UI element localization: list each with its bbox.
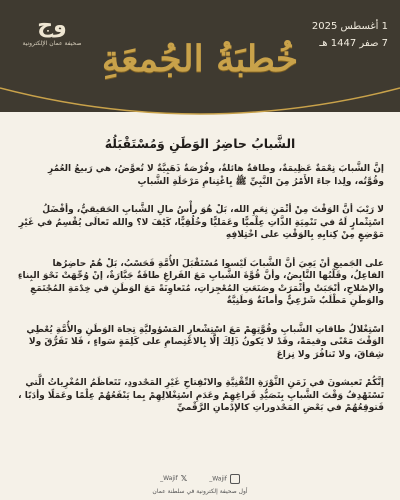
x-handle: Wajif_ [160,475,178,482]
date-hijri: 7 صفر 1447 هـ [319,38,388,49]
paragraph: إنَّكُمْ تَعيشونَ في زَمَنِ الثَّوْرَةِ التِّقْنِيَّةِ والانْفِتاحِ غَيْرِ المَحْدودِ، تَتَعاظَمُ المُغْرِياتُ الَّتي تَسْتَهْدِفُ وَقْتَ الشَّبابِ بِتَصَيُّدِ فَراغِهِمْ وعَدَمِ اسْتِغْلالِهِمْ بِما يَنْفَعُهُمْ عِلْمًا وعَمَلًا وأدَبًا ، فَتوقِعُهُمْ في بَعْضِ المَحْذوراتِ كالإدْمانِ الرَّقْميِّ [18,378,384,413]
date-gregorian: 1 أغسطس 2025 [311,21,388,32]
logo-subtitle: صحيفة عمان الإلكترونية [22,40,82,47]
paragraph: اسْتِغْلالُ طاقاتِ الشَّبابِ وقُوَّتِهِمْ مَعَ اسْتِشْعارِ المَسْؤوليَّةِ تِجاهَ الوَطَنِ والأُمَّةِ يُعْطِي الوَقْتَ مَعْنًى وقيمَةً، وقَدْ لا يَكونُ ذَلِكَ إلَّا بِالاعْتِصامِ على كَلِمَةٍ سَواءٍ ، فَلا تَفَرُّقَ ولا شِقاقَ، ولا تَنافُرَ ولا نِزاعَ [26,324,384,360]
footer [0,470,400,500]
logo-mark: وج [37,13,67,38]
paragraph: لا رَيْبَ أنَّ الوَقْتَ مِنْ أثْمَنِ نِعَمِ الله، بَلْ هُوَ رأْسُ مالِ الشَّبابِ الحَقيقيُّ، وأفْضَلُ اسْتِثْمارٍ لَهُ في تَنْمِيَةِ الذَّاتِ عِلْميًّا وعَمَليًّا وخُلُقِيًّا، كَيْفَ لا؟ والله تَعالَى يُقْسِمُ في غَيْرِ مَوْضِعٍ مِنْ كِتابِهِ بِالوَقْتِ على اخْتِلافِهِ [18,205,384,240]
footer-tagline: أول صحيفة إلكترونية في سلطنة عمان [152,488,248,495]
paragraph: إنَّ الشَّبابَ نِعْمَةٌ عَظِيمَةٌ، وطاقةٌ هائلةٌ، وفُرْصَةٌ ذَهَبِيَّةٌ لا تُعوَّضُ، هي رَبيعُ العُمُرِ وقُوَّتُه، ولِذا جاءَ الأَمْرُ مِنَ النَّبِيِّ ﷺ بِاغْتِنامِ مَرْحَلَةِ الشَّبابِ [47,164,384,187]
instagram-handle: Wajif_ [209,475,227,483]
x-icon: 𝕏 [180,474,188,483]
paragraph: على الجَميعِ أنْ يَعِيَ أنَّ الشَّبابَ لَيْسوا مُسْتَقْبَلَ الأُمَّةِ فَحَسْبُ، بَلْ هُمْ حاضِرُها الفاعِلُ، وقَلْبُها النَّابِضُ، وأنَّ قُوَّةَ الشَّبابِ مَعَ الفَراغِ طاقَةٌ جَبَّارَةٌ، إنْ وُجِّهَتْ نَحْوَ البِناءِ والإصْلاحِ، أنْجَبَتْ وأثْمَرَتْ وصَنَعَتِ المُعْجِزاتِ، مُتَعاوِنَةً مَعَ الوَطَنِ في خِدْمَةِ المُجْتَمَعِ والوَطَنِ مَطْلَبٌ شَرْعِيٌّ وأمانَةٌ وَطَنِيَّةٌ [17,258,384,306]
social-links [0,474,400,484]
instagram-link[interactable] [209,474,240,484]
x-link[interactable] [160,474,187,484]
instagram-icon [230,474,240,484]
sermon-content [16,136,384,431]
banner-title: خُطبَةُ الجُمعَةِ [101,38,299,80]
sermon-title: الشَّبابُ حاضِرُ الوَطَنِ وَمُسْتَقْبَلُهُ [104,136,296,151]
